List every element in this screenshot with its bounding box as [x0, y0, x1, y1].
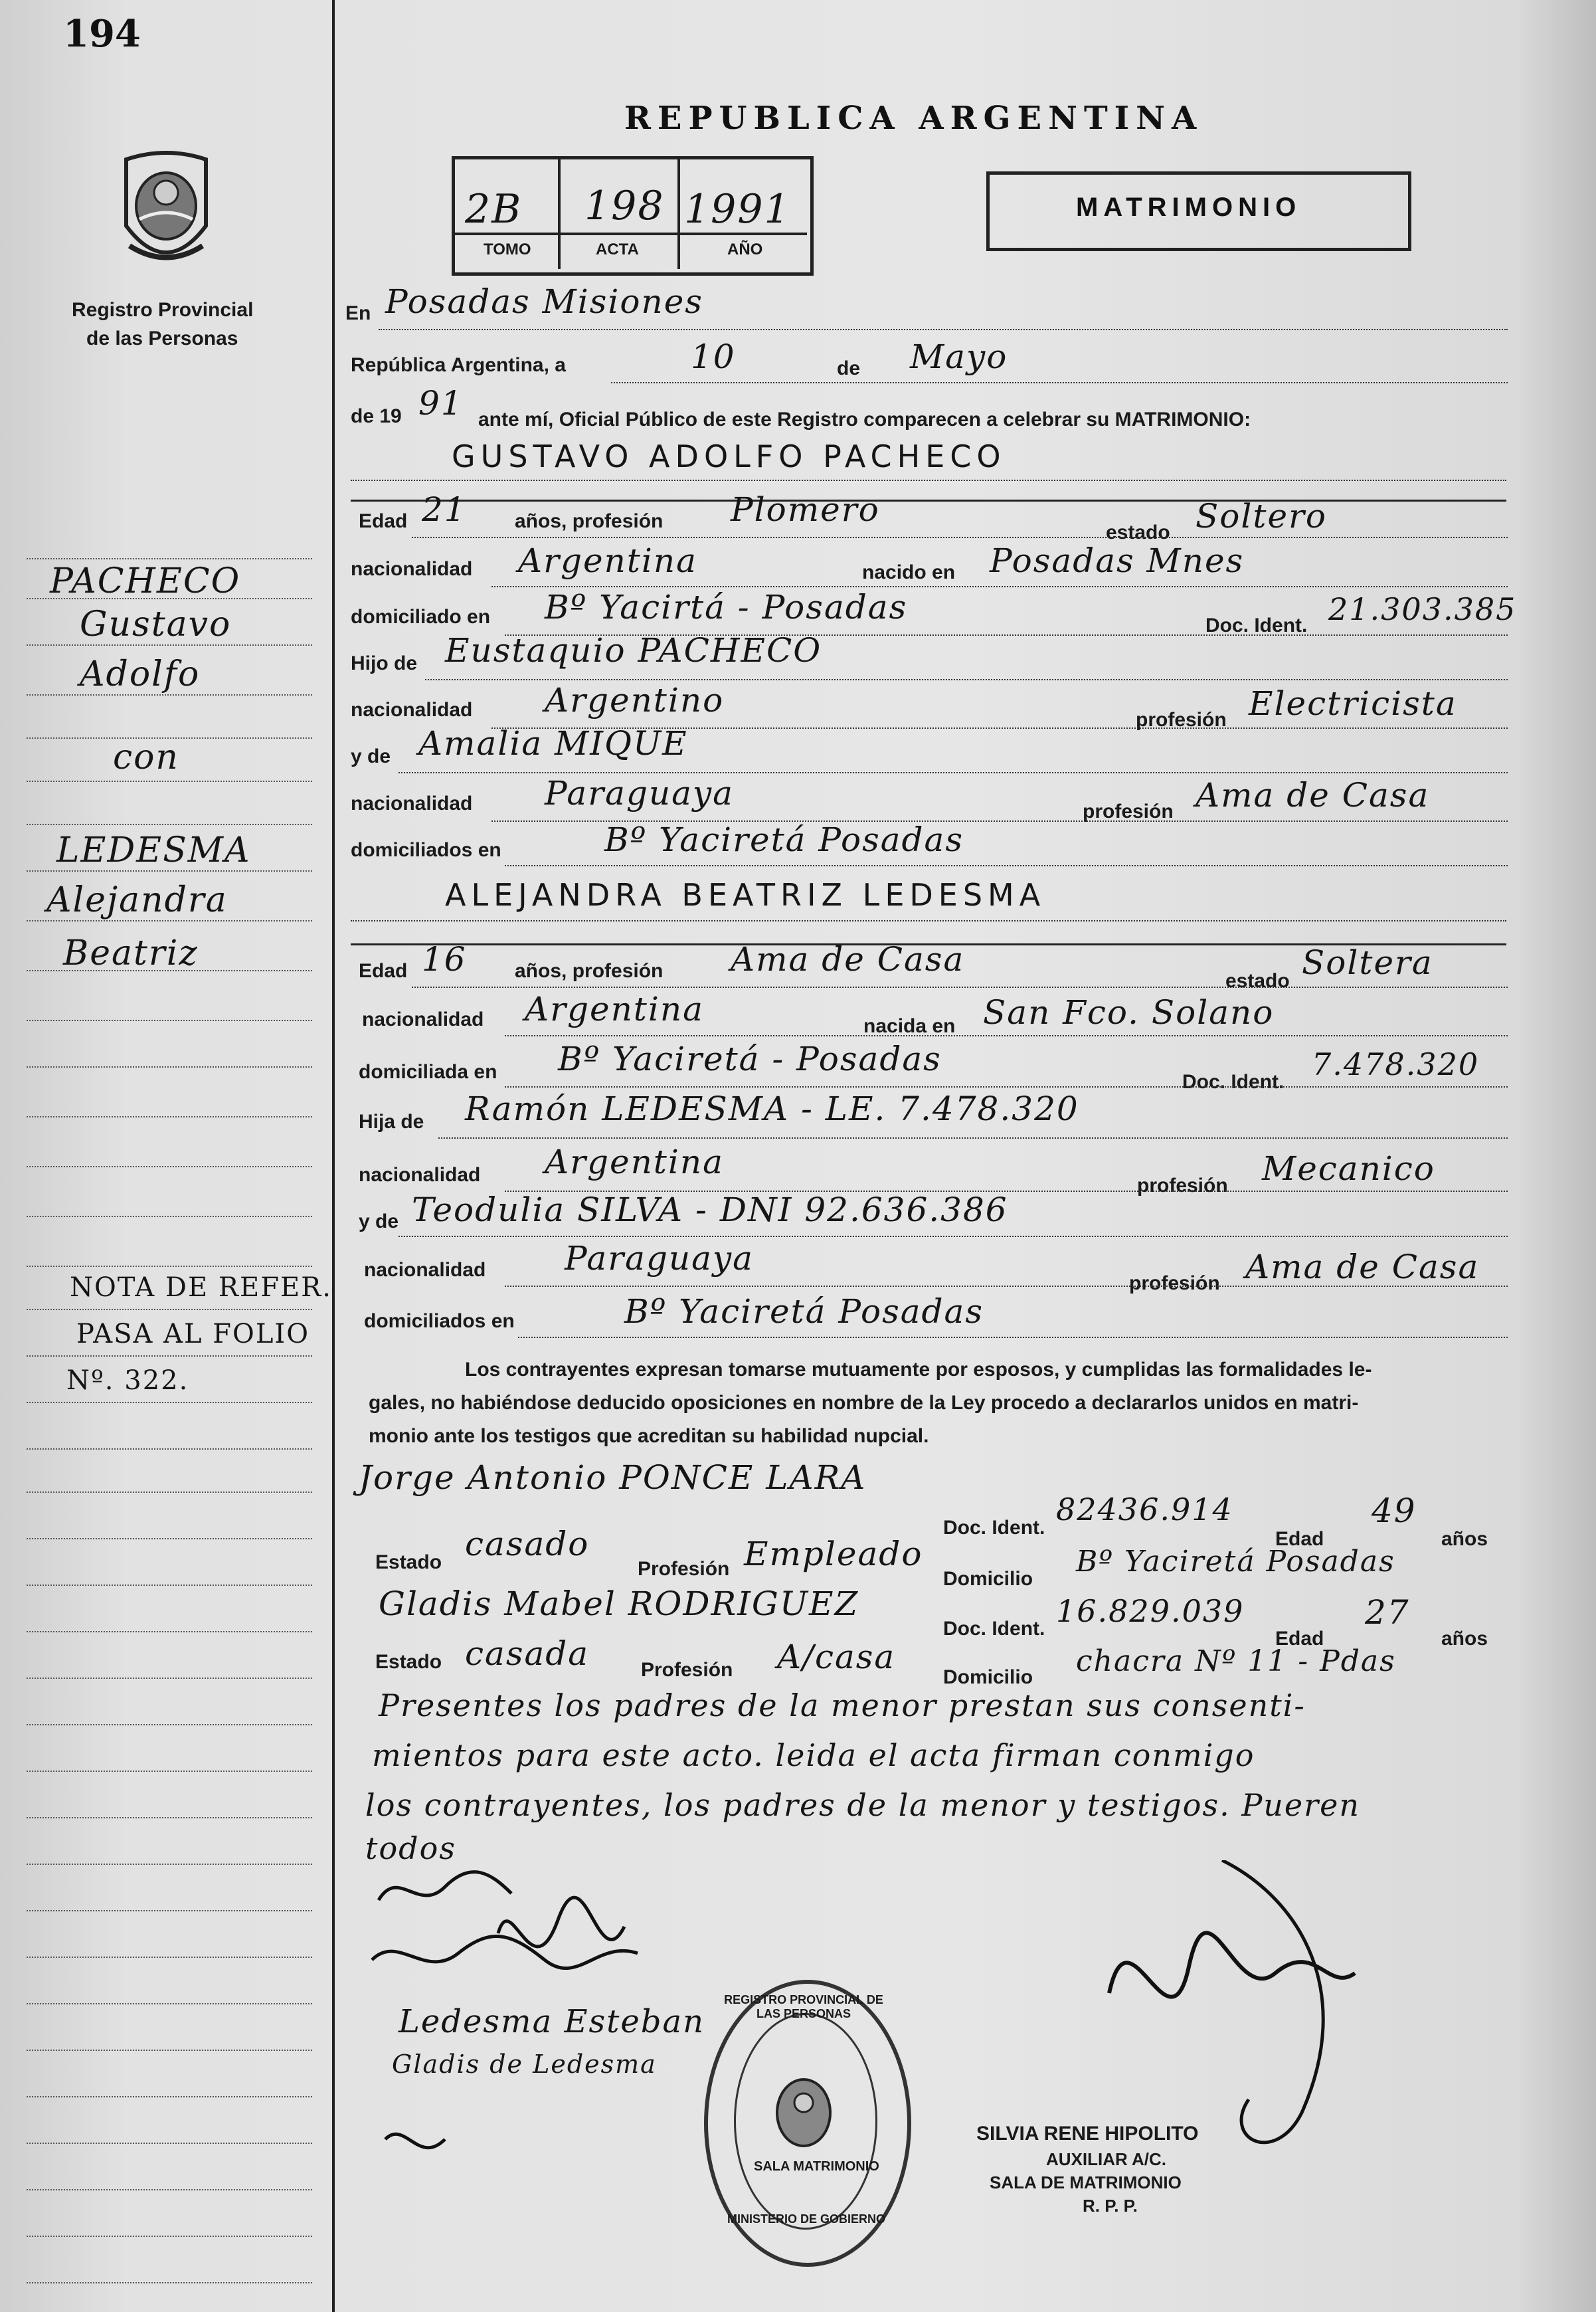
witness2-anos-label: años: [1441, 1628, 1488, 1650]
decl-line3: monio ante los testigos que acreditan su habilidad nupcial.: [369, 1425, 929, 1447]
place: Posadas Misiones: [385, 282, 703, 321]
margin-name-2: Gustavo: [80, 605, 232, 644]
registry-line1: Registro Provincial: [72, 299, 254, 321]
official-rpp: R. P. P.: [1083, 2196, 1138, 2216]
official-office: SALA DE MATRIMONIO: [990, 2172, 1182, 2192]
witness2-profesion: A/casa: [777, 1638, 896, 1676]
bride-doms-label: domiciliados en: [364, 1310, 515, 1332]
bride-madre-prof: Ama de Casa: [1245, 1248, 1480, 1286]
witness1-anos-label: años: [1441, 1528, 1488, 1550]
bride-edad: 16: [422, 940, 467, 979]
witness1-edad: 49: [1372, 1492, 1417, 1530]
witness2-estado-label: Estado: [375, 1651, 442, 1673]
witness2-dom-label: Domicilio: [943, 1666, 1033, 1688]
day: 10: [691, 337, 736, 376]
bride-name: ALEJANDRA BEATRIZ LEDESMA: [445, 877, 1046, 913]
groom-nac-label: nacionalidad: [351, 558, 473, 580]
groom-doms-label: domiciliados en: [351, 839, 501, 861]
bride-nacida: San Fco. Solano: [983, 993, 1275, 1032]
bride-dom-label: domiciliada en: [359, 1061, 497, 1083]
month: Mayo: [910, 337, 1008, 376]
country-title: REPUBLICA ARGENTINA: [624, 100, 1203, 137]
registry-line2: de las Personas: [86, 328, 238, 349]
witness2-prof-label: Profesión: [641, 1659, 733, 1681]
page-number: 194: [63, 12, 141, 56]
witness1-profesion: Empleado: [744, 1535, 923, 1573]
note-line2: mientos para este acto. leida el acta firman conmigo: [372, 1737, 1255, 1773]
groom-yde-label: y de: [351, 745, 391, 767]
bride-madre-nac: Paraguaya: [565, 1239, 754, 1278]
official-title: AUXILIAR A/C.: [1046, 2149, 1167, 2169]
ano-value: 1991: [684, 186, 791, 233]
bride-padre: Ramón LEDESMA - LE. 7.478.320: [465, 1090, 1079, 1128]
groom-padre-prof: Electricista: [1249, 684, 1457, 723]
note-line4: todos: [365, 1830, 456, 1866]
tomo-label: TOMO: [484, 241, 531, 258]
intro-text: ante mí, Oficial Público de este Registro comparecen a celebrar su MATRIMONIO:: [478, 409, 1251, 431]
signature-a: Ledesma Esteban: [399, 2003, 705, 2040]
official-name: SILVIA RENE HIPOLITO: [976, 2123, 1199, 2145]
bride-padre-prof: Mecanico: [1262, 1149, 1435, 1188]
tomo-value: 2B: [465, 186, 523, 233]
groom-padre-prof-label: profesión: [1136, 709, 1227, 731]
bride-domicilio: Bº Yaciretá - Posadas: [558, 1040, 942, 1078]
margin-name-7: Beatriz: [63, 933, 199, 973]
margin-note-1: NOTA DE REFER.: [70, 1272, 332, 1303]
groom-doc: 21.303.385: [1328, 591, 1517, 627]
bride-profesion: Ama de Casa: [731, 940, 965, 979]
groom-padre: Eustaquio PACHECO: [445, 631, 822, 670]
witness1-doc: 82436.914: [1056, 1492, 1233, 1527]
witness1-estado-label: Estado: [375, 1551, 442, 1573]
witness2-edad: 27: [1365, 1593, 1410, 1632]
bride-doc: 7.478.320: [1312, 1046, 1480, 1082]
margin-note-3: Nº. 322.: [66, 1365, 189, 1396]
bride-padre-nac: Argentina: [545, 1143, 724, 1181]
witness2-estado: casada: [465, 1634, 590, 1673]
groom-edad: 21: [422, 490, 467, 529]
groom-dom-label: domiciliado en: [351, 606, 491, 628]
groom-padre-nac-label: nacionalidad: [351, 699, 473, 721]
groom-anos-prof-label: años, profesión: [515, 510, 664, 532]
groom-domicilio: Bº Yacirtá - Posadas: [545, 588, 908, 626]
margin-name-6: Alejandra: [46, 880, 228, 920]
bride-padre-nac-label: nacionalidad: [359, 1164, 481, 1186]
note-line1: Presentes los padres de la menor prestan sus consenti-: [379, 1687, 1306, 1723]
groom-hijo-label: Hijo de: [351, 652, 418, 674]
bride-padres-dom: Bº Yaciretá Posadas: [624, 1292, 984, 1331]
groom-name: GUSTAVO ADOLFO PACHECO: [452, 438, 1006, 474]
bride-madre-nac-label: nacionalidad: [364, 1259, 486, 1281]
bride-yde-label: y de: [359, 1210, 399, 1232]
groom-madre-nac-label: nacionalidad: [351, 793, 473, 815]
groom-nacionalidad: Argentina: [518, 541, 697, 580]
bride-estado-label: estado: [1225, 970, 1290, 992]
witness1-name: Jorge Antonio PONCE LARA: [359, 1458, 867, 1497]
stamp-bottom: MINISTERIO DE GOBIERNO: [727, 2212, 886, 2226]
groom-nacido: Posadas Mnes: [990, 541, 1245, 580]
acta-value: 198: [584, 183, 665, 229]
doc-type: MATRIMONIO: [1076, 193, 1302, 222]
note-line3: los contrayentes, los padres de la menor y testigos. Pueren: [365, 1787, 1360, 1823]
groom-padre-nac: Argentino: [545, 681, 725, 720]
groom-madre-prof-label: profesión: [1083, 801, 1174, 822]
witness2-name: Gladis Mabel RODRIGUEZ: [379, 1585, 859, 1623]
bride-nacida-label: nacida en: [863, 1015, 956, 1037]
witness1-prof-label: Profesión: [638, 1558, 730, 1580]
witness1-estado: casado: [465, 1525, 590, 1563]
witness1-edad-label: Edad: [1275, 1528, 1324, 1550]
margin-name-4: con: [113, 737, 179, 777]
bride-madre-prof-label: profesión: [1129, 1272, 1220, 1294]
witness1-dom-label: Domicilio: [943, 1568, 1033, 1590]
witness1-domicilio: Bº Yaciretá Posadas: [1076, 1545, 1395, 1579]
groom-edad-label: Edad: [359, 510, 408, 532]
provincial-emblem-icon: [113, 146, 219, 279]
year-prefix: de 19: [351, 405, 402, 427]
de-label: de: [837, 357, 861, 379]
signature-b: Gladis de Ledesma: [392, 2050, 657, 2079]
groom-madre-prof: Ama de Casa: [1196, 776, 1430, 815]
year-suffix: 91: [418, 384, 464, 423]
groom-doc-label: Doc. Ident.: [1205, 615, 1308, 636]
bride-madre: Teodulia SILVA - DNI 92.636.386: [412, 1191, 1008, 1229]
witness2-domicilio: chacra Nº 11 - Pdas: [1076, 1644, 1396, 1678]
witness2-doc-label: Doc. Ident.: [943, 1618, 1045, 1640]
stamp-center: SALA MATRIMONIO: [754, 2159, 879, 2174]
bride-edad-label: Edad: [359, 960, 408, 982]
en-label: En: [345, 302, 371, 324]
margin-name-5: LEDESMA: [56, 830, 251, 870]
margin-note-2: PASA AL FOLIO: [76, 1319, 310, 1349]
bride-anos-prof-label: años, profesión: [515, 960, 664, 982]
margin-name-1: PACHECO: [50, 561, 241, 601]
stamp-ring: REGISTRO PROVINCIAL DE LAS PERSONAS: [724, 1993, 883, 2020]
bride-estado: Soltera: [1302, 943, 1433, 982]
witness1-doc-label: Doc. Ident.: [943, 1517, 1045, 1539]
margin-rule: [332, 0, 335, 2312]
margin-name-3: Adolfo: [80, 654, 201, 694]
groom-estado: Soltero: [1196, 497, 1328, 535]
rep-label: República Argentina, a: [351, 354, 566, 376]
groom-madre: Amalia MIQUE: [418, 724, 688, 763]
bride-nacionalidad: Argentina: [525, 990, 704, 1028]
witness2-doc: 16.829.039: [1056, 1593, 1245, 1629]
stamp-emblem-icon: [770, 2073, 837, 2153]
groom-nacido-label: nacido en: [862, 561, 956, 583]
groom-estado-label: estado: [1106, 522, 1170, 543]
bride-padre-prof-label: profesión: [1137, 1175, 1228, 1197]
decl-line2: gales, no habiéndose deducido oposiciones en nombre de la Ley procedo a declararlos unidos en matri-: [369, 1392, 1359, 1414]
groom-madre-nac: Paraguaya: [545, 774, 734, 813]
witness2-edad-label: Edad: [1275, 1628, 1324, 1650]
groom-profesion: Plomero: [731, 490, 880, 529]
groom-padres-dom: Bº Yaciretá Posadas: [604, 820, 964, 859]
acta-label: ACTA: [596, 241, 639, 258]
bride-doc-label: Doc. Ident.: [1182, 1071, 1285, 1093]
ano-label: AÑO: [727, 241, 763, 258]
decl-line1: Los contrayentes expresan tomarse mutuamente por esposos, y cumplidas las formalidades le-: [465, 1359, 1372, 1381]
bride-nac-label: nacionalidad: [362, 1009, 484, 1030]
bride-hija-label: Hija de: [359, 1111, 424, 1133]
